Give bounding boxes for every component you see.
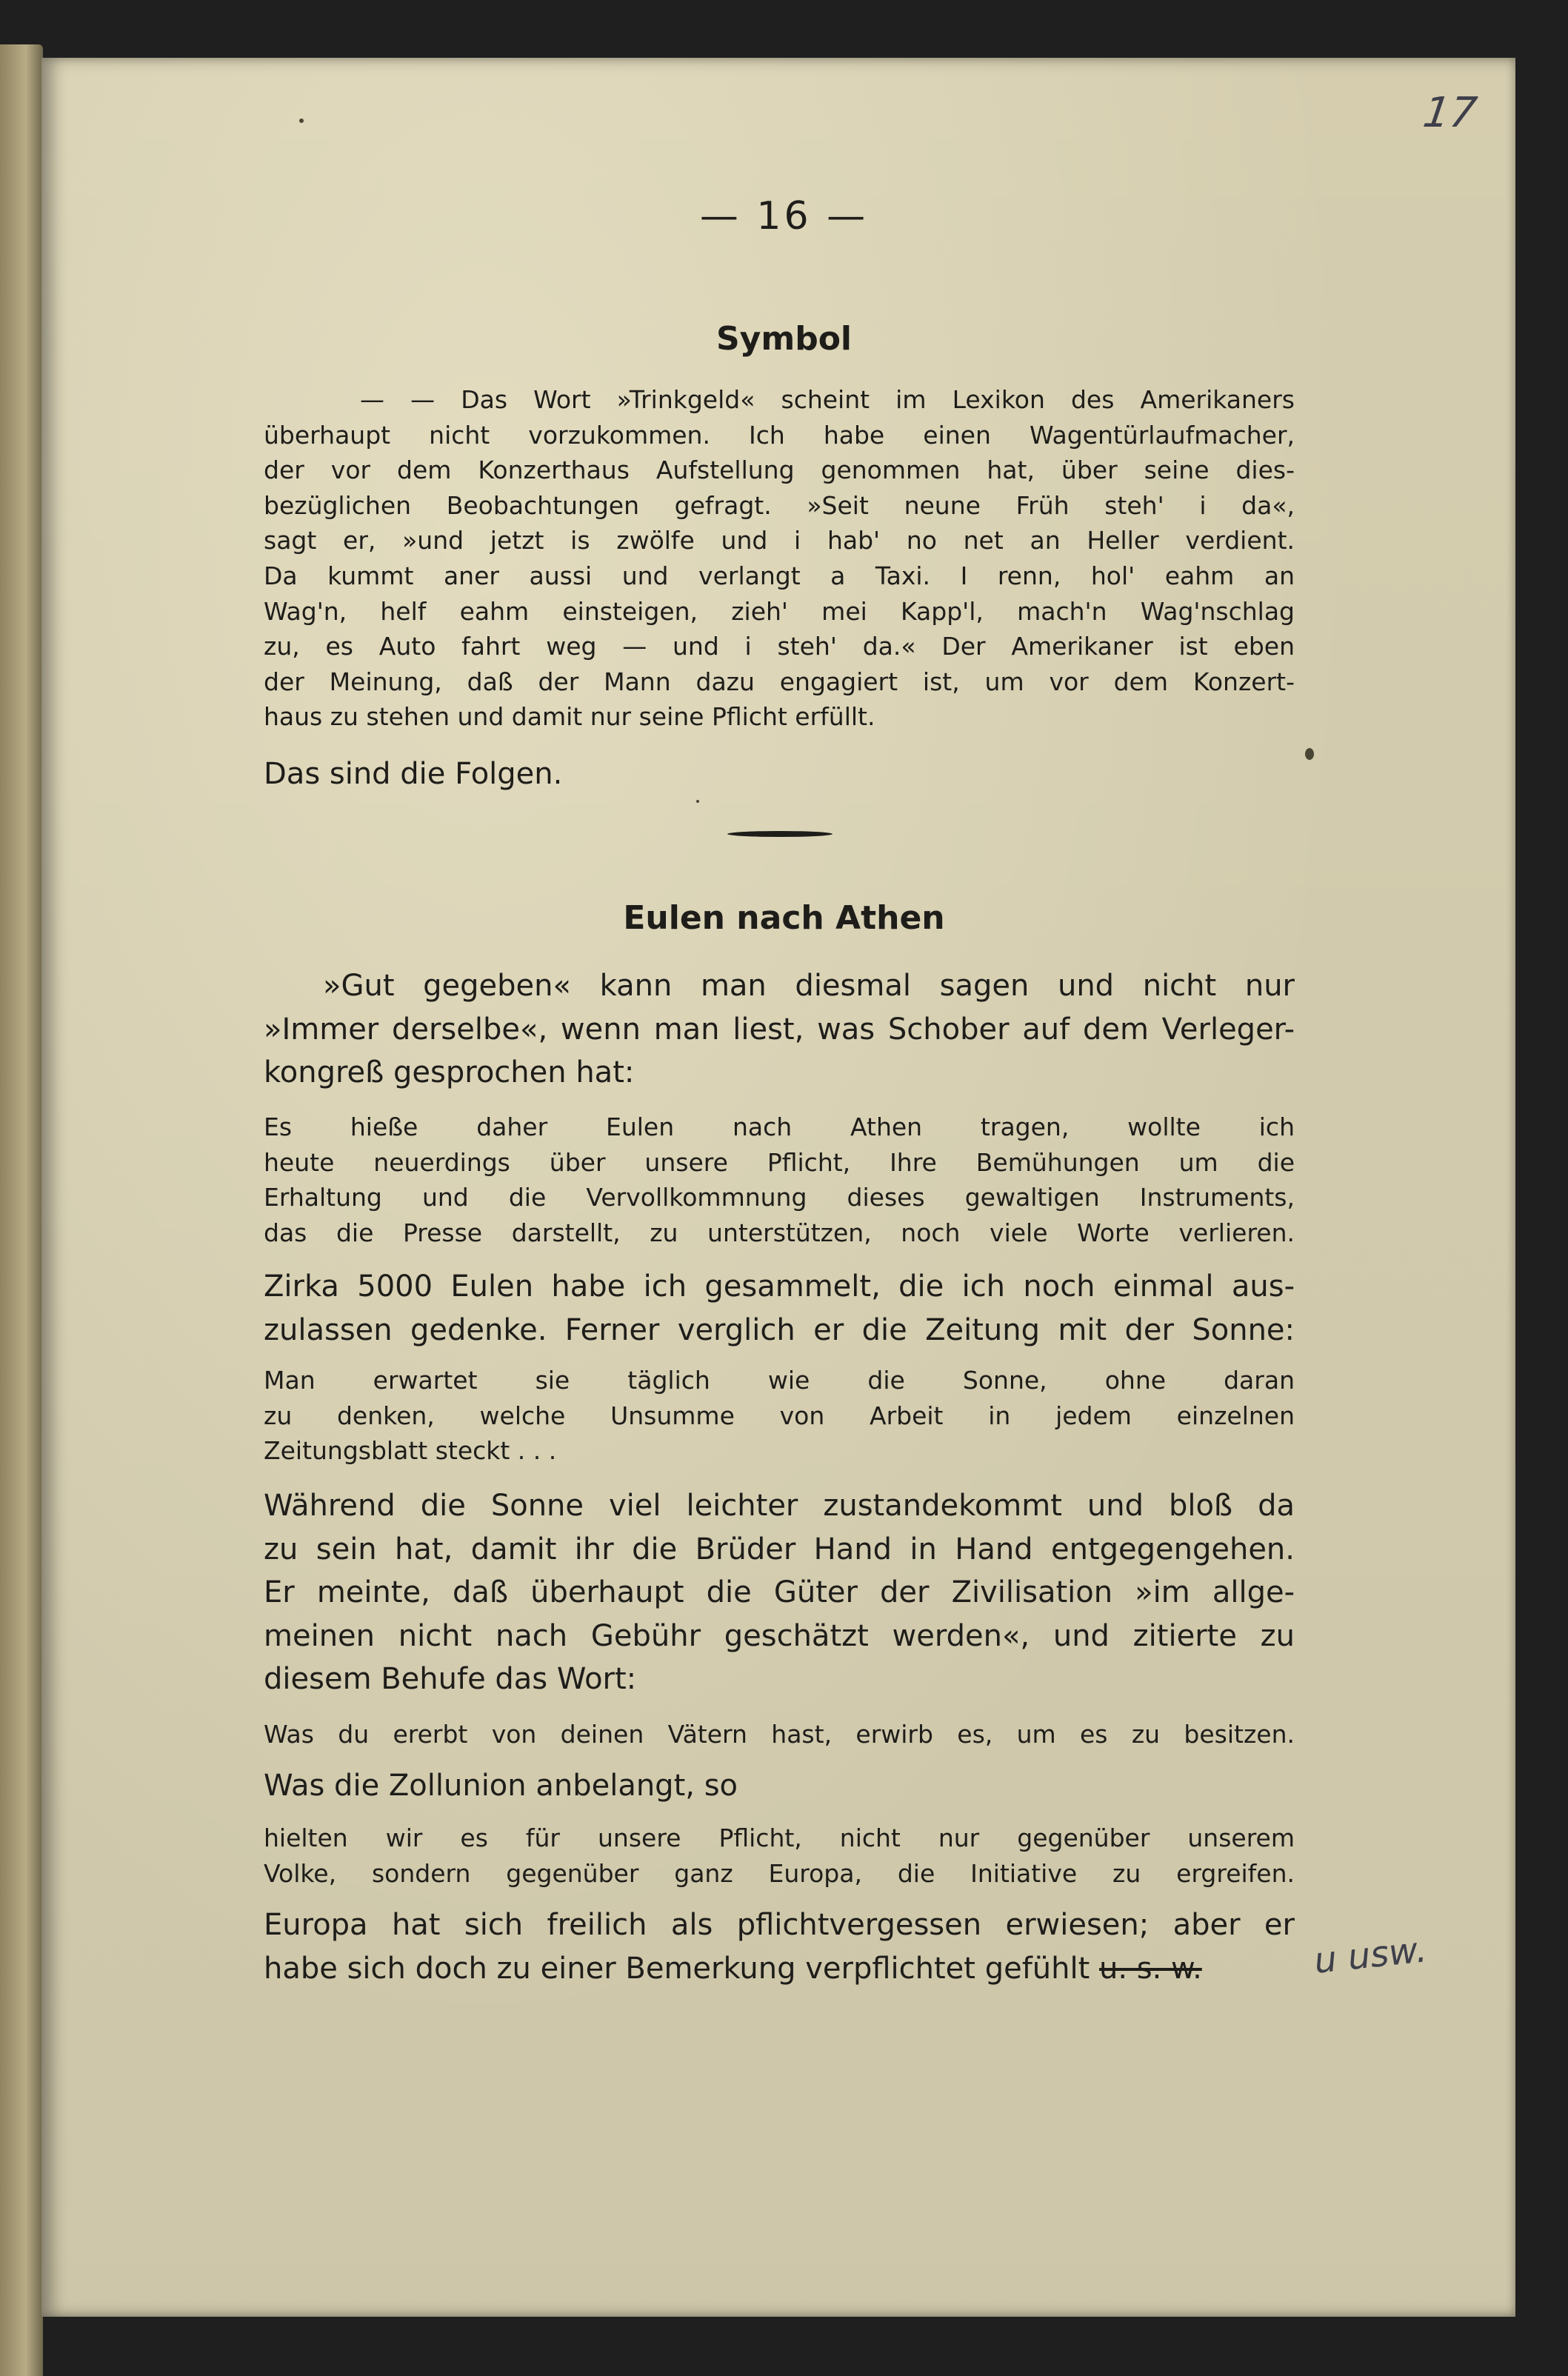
text-line: »Immer derselbe«, wenn man liest, was Schober auf dem Verleger- [264, 1012, 1295, 1047]
text-line: Wag'n, helf eahm einsteigen, zieh' mei Kapp'l, mach'n Wag'nschlag [264, 596, 1295, 626]
ink-speck [299, 119, 304, 123]
eulen-paragraph-2 [264, 1265, 1295, 1352]
ink-speck [1305, 748, 1314, 760]
text-line: kongreß gesprochen hat: [264, 1055, 635, 1089]
text-fragment: habe sich doch zu einer Bemerkung verpflichtet gefühlt [264, 1951, 1090, 1986]
text-line: meinen nicht nach Gebühr geschätzt werden«, und zitierte zu [264, 1618, 1295, 1653]
text-line: überhaupt nicht vorzukommen. Ich habe einen Wagentürlaufmacher, [264, 420, 1295, 450]
eulen-paragraph-1 [264, 964, 1295, 1095]
text-line: der vor dem Konzerthaus Aufstellung genommen hat, über seine dies- [264, 455, 1295, 485]
page-number: — 16 — [699, 194, 869, 238]
text-line: der Meinung, daß der Mann dazu engagiert ist, um vor dem Konzert- [264, 667, 1295, 696]
symbol-closing: Das sind die Folgen. [264, 757, 563, 791]
text-line: haus zu stehen und damit nur seine Pflicht erfüllt. [264, 702, 875, 732]
text-line: Er meinte, daß überhaupt die Güter der Zivilisation »im allge- [264, 1575, 1295, 1609]
text-line: hielten wir es für unsere Pflicht, nicht nur gegenüber unserem [264, 1823, 1295, 1852]
ink-speck [696, 800, 699, 803]
text-line: das die Presse darstellt, zu unterstützen, noch viele Worte verlieren. [264, 1218, 1295, 1247]
handwritten-annotation: u usw. [1312, 1929, 1429, 1982]
text-line: Zirka 5000 Eulen habe ich gesammelt, die ich noch einmal aus- [264, 1269, 1295, 1304]
eulen-paragraph-5 [264, 1903, 1295, 1990]
text-line: Volke, sondern gegenüber ganz Europa, die Initiative zu ergreifen. [264, 1858, 1295, 1888]
section-divider [727, 831, 833, 837]
text-line: sagt er, »und jetzt is zwölfe und i hab' no net an Heller verdient. [264, 526, 1295, 555]
text-line: Es hieße daher Eulen nach Athen tragen, wollte ich [264, 1112, 1295, 1141]
section-title-eulen: Eulen nach Athen [623, 899, 945, 937]
text-line: bezüglichen Beobachtungen gefragt. »Seit neune Früh steh' i da«, [264, 490, 1295, 520]
pencil-folio-number: 17 [1420, 89, 1480, 137]
text-line: Während die Sonne viel leichter zustandekommt und bloß da [264, 1489, 1295, 1523]
eulen-quote-4 [264, 1821, 1295, 1891]
text-line: diesem Behufe das Wort: [264, 1662, 637, 1696]
eulen-quote-1 [264, 1109, 1295, 1250]
text-line: Man erwartet sie täglich wie die Sonne, ohne daran [264, 1366, 1295, 1395]
symbol-body [264, 382, 1295, 735]
text-line: Zeitungsblatt steckt . . . [264, 1436, 557, 1466]
text-line: heute neuerdings über unsere Pflicht, Ihre Bemühungen um die [264, 1147, 1295, 1177]
text-line: Europa hat sich freilich als pflichtvergessen erwiesen; aber er [264, 1908, 1295, 1942]
previous-page-edge [0, 44, 43, 2376]
text-line: zulassen gedenke. Ferner verglich er die Zeitung mit der Sonne: [264, 1312, 1295, 1347]
struck-text: u. s. w. [1099, 1951, 1202, 1986]
text-line: zu, es Auto fahrt weg — und i steh' da.« Der Amerikaner ist eben [264, 632, 1295, 661]
text-line: Erhaltung und die Vervollkommnung dieses gewaltigen Instruments, [264, 1183, 1295, 1212]
eulen-quote-3: Was du ererbt von deinen Vätern hast, erwirb es, um es zu besitzen. [264, 1720, 1295, 1749]
text-line [264, 1947, 1295, 1991]
eulen-paragraph-4: Was die Zollunion anbelangt, so [264, 1769, 738, 1803]
eulen-paragraph-3 [264, 1484, 1295, 1701]
text-line: — — Das Wort »Trinkgeld« scheint im Lexikon des Amerikaners [360, 385, 1295, 414]
text-line: zu sein hat, damit ihr die Brüder Hand in Hand entgegengehen. [264, 1532, 1295, 1566]
text-line: »Gut gegeben« kann man diesmal sagen und nicht nur [323, 969, 1295, 1003]
text-line: Da kummt aner aussi und verlangt a Taxi. I renn, hol' eahm an [264, 561, 1295, 590]
section-title-symbol: Symbol [715, 320, 853, 358]
text-line: zu denken, welche Unsumme von Arbeit in jedem einzelnen [264, 1401, 1295, 1430]
eulen-quote-2 [264, 1363, 1295, 1469]
